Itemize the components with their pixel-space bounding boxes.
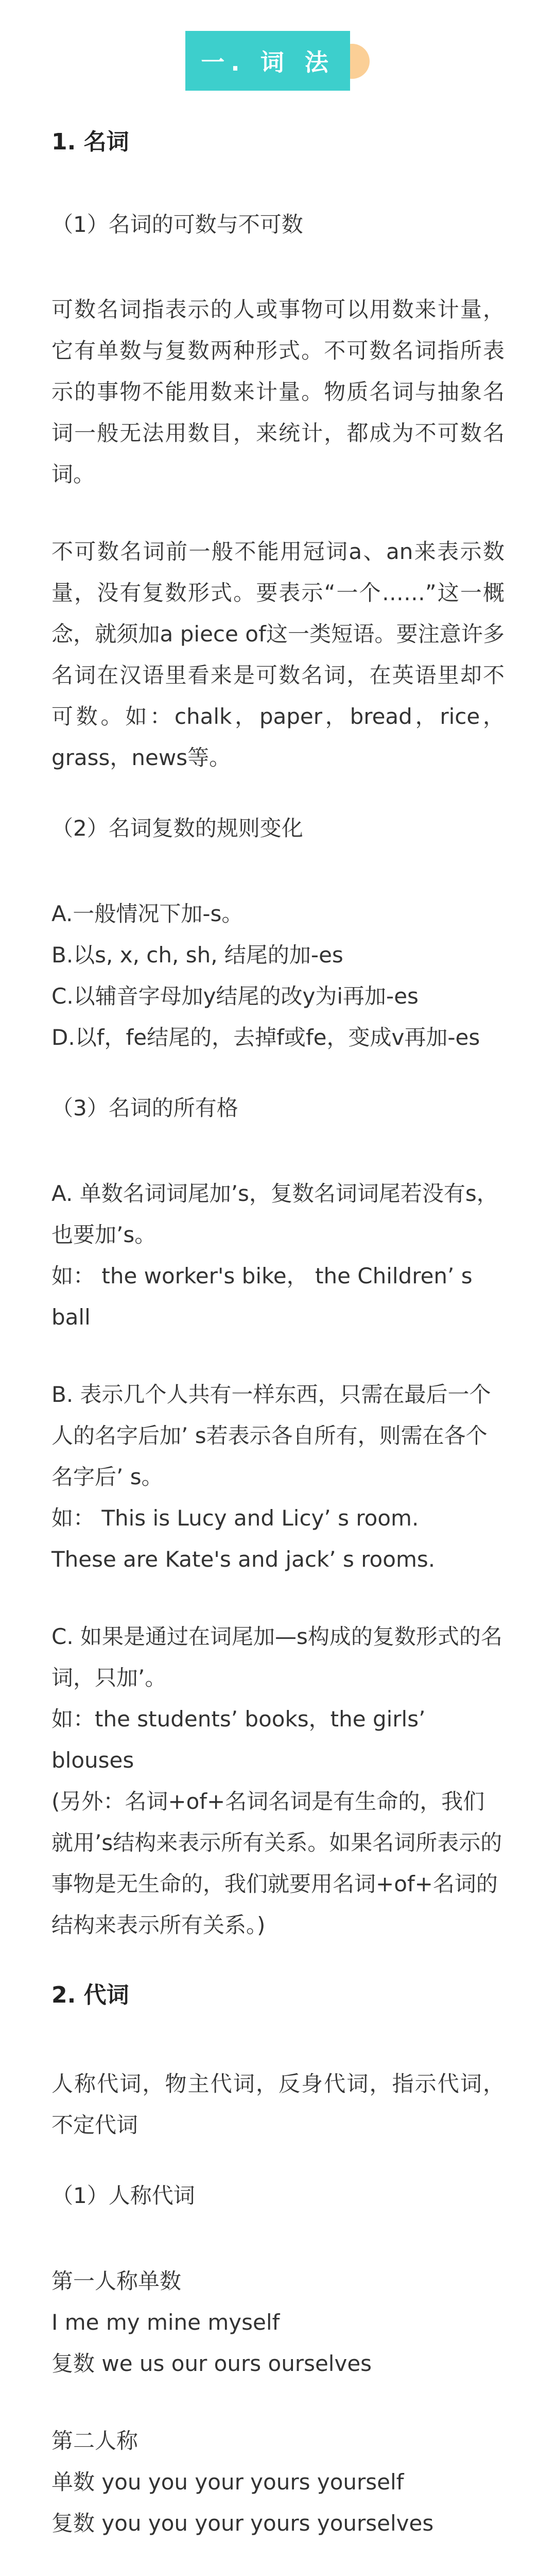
possessive-rule-b-example-2: These are Kate's and jack’ s rooms.: [51, 1546, 436, 1572]
plural-rule-d: D.以f，fe结尾的，去掉f或fe，变成v再加-es: [51, 1024, 480, 1050]
second-person-label: 第二人称: [51, 2428, 138, 2453]
possessive-rule-a-example: 如： the worker's bike， the Children’ s ball: [51, 1263, 473, 1330]
possessive-rule-b: [51, 1374, 505, 1580]
plural-rules-list: [51, 893, 505, 1058]
plural-rule-c: C.以辅音字母加y结尾的改y为i再加-es: [51, 983, 419, 1009]
paragraph-pronoun-types: 人称代词，物主代词，反身代词，指示代词，不定代词: [51, 2071, 505, 2138]
plural-rule-a: A.一般情况下加-s。: [51, 901, 244, 926]
possessive-rule-a: [51, 1173, 505, 1338]
first-person-singular: I me my mine myself: [51, 2309, 280, 2335]
possessive-rule-b-example-1: 如： This is Lucy and Licy’ s room.: [51, 1505, 419, 1531]
possessive-rule-c-note: (另外：名词+of+名词名词是有生命的，我们就用’s结构来表示所有关系。如果名词所表示的事物是无生命的，我们就要用名词+of+名词的结构来表示所有关系。): [51, 1788, 502, 1938]
possessive-rule-c-text: C. 如果是通过在词尾加—s构成的复数形式的名词，只加’。: [51, 1623, 502, 1690]
pronoun-first-person: [51, 2261, 505, 2384]
document-content: [51, 129, 505, 2576]
heading-pronoun: 2. 代词: [51, 1981, 129, 2008]
subheading-countable: （1）名词的可数与不可数: [51, 211, 303, 237]
first-person-plural: 复数 we us our ours ourselves: [51, 2350, 372, 2376]
second-person-plural: 复数 you you your yours yourselves: [51, 2510, 434, 2536]
subheading-plural-rules: （2）名词复数的规则变化: [51, 816, 303, 841]
possessive-rule-a-text: A. 单数名词词尾加’s，复数名词词尾若没有s，也要加’s。: [51, 1180, 498, 1247]
possessive-rule-c: [51, 1616, 505, 1946]
possessive-rule-b-text: B. 表示几个人共有一样东西，只需在最后一个人的名字后加’ s若表示各自所有，则需在各个名字后’ s。: [51, 1381, 491, 1489]
paragraph-countable-definition: 可数名词指表示的人或事物可以用数来计量，它有单数与复数两种形式。不可数名词指所表示的事物不能用数来计量。物质名词与抽象名词一般无法用数目，来统计，都成为不可数名词。: [51, 297, 505, 487]
second-person-singular: 单数 you you your yours yourself: [51, 2469, 404, 2495]
paragraph-uncountable-usage: 不可数名词前一般不能用冠词a、an来表示数量，没有复数形式。要表示“一个……”这一概念，就须加a piece of这一类短语。要注意许多名词在汉语里看来是可数名词，在英语里却不可数。如：chalk，paper，bread，rice，grass，news等。: [51, 539, 505, 771]
possessive-rule-c-example: 如：the students’ books，the girls’ blouses: [51, 1706, 426, 1773]
pronoun-second-person: [51, 2420, 505, 2544]
heading-noun: 1. 名词: [51, 129, 129, 155]
section-banner: 一. 词 法: [185, 31, 350, 91]
plural-rule-b: B.以s, x, ch, sh, 结尾的加-es: [51, 942, 343, 968]
subheading-possessive: （3）名词的所有格: [51, 1095, 238, 1121]
subheading-personal-pronoun: （1）人称代词: [51, 2183, 195, 2209]
first-person-label: 第一人称单数: [51, 2268, 182, 2294]
